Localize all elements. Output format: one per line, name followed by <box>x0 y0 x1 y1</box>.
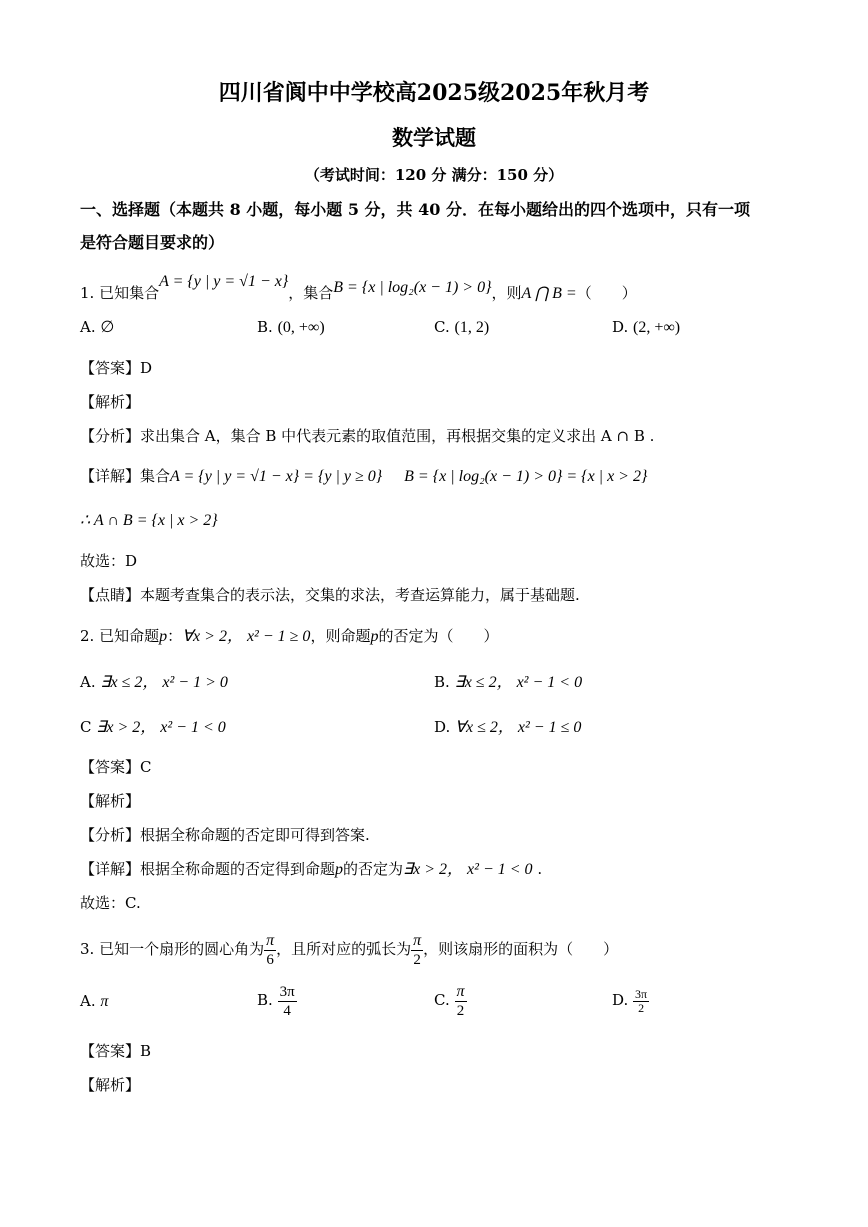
section-heading-line2: 是符合题目要求的） <box>80 233 225 252</box>
q3-option-d: D. $\frac{3\pi}{2}$ <box>612 986 648 1015</box>
q1-stem-a: 1. 已知集合 <box>80 284 160 302</box>
q2-fenxi: 【分析】根据全称命题的否定即可得到答案. <box>80 826 370 844</box>
q1-analysis-tag: 【解析】 <box>80 393 141 411</box>
q1-xiangjie-a: A = {y | y = √1 − x} = {y | y ≥ 0} <box>170 468 383 485</box>
q1-therefore: ∴ A ∩ B = {x | x > 2} <box>80 512 218 529</box>
q1-xiangjie-b: B = {x | log₂(x − 1) > 0} = {x | x > 2} <box>404 468 648 485</box>
q2-option-a: A. ∃x ≤ 2， x² − 1 > 0 <box>80 673 228 691</box>
q2-answer: 【答案】C <box>80 758 152 776</box>
q3-option-a: A. π <box>80 992 109 1010</box>
q2-stem: 2. 已知命题p：∀x > 2， x² − 1 ≥ 0，则命题p的否定为（ ） <box>80 627 499 645</box>
q1-option-d: D. (2, +∞) <box>612 318 681 336</box>
q2-condition: ∀x > 2， x² − 1 ≥ 0 <box>182 628 311 645</box>
q1-option-a: A. ∅ <box>80 318 115 336</box>
q3-option-c: C. $\frac{\pi}{2}$ <box>434 982 465 1019</box>
q3-answer: 【答案】B <box>80 1042 152 1060</box>
q1-stem <box>80 273 637 305</box>
q1-target: A ⋂ B = <box>521 285 577 302</box>
q1-option-c: C. (1, 2) <box>434 318 490 336</box>
exam-title: 四川省阆中中学校高2025级2025年秋月考 <box>218 80 650 106</box>
exam-subject: 数学试题 <box>392 125 476 150</box>
q1-set-b: B = {x | log₂(x − 1) > 0} <box>333 279 492 296</box>
q2-option-b: B. ∃x ≤ 2， x² − 1 < 0 <box>434 673 583 691</box>
exam-info: （考试时间：120 分 满分：150 分） <box>304 166 564 184</box>
q3-arc-fraction: $\frac{\pi}{2}$ <box>413 931 422 968</box>
q1-xiangjie: 【详解】集合A = {y | y = √1 − x} = {y | y ≥ 0} B = {x | log₂(x − 1) > 0} = {x | x > 2} <box>80 467 648 485</box>
q3-stem: 3. 已知一个扇形的圆心角为 $\frac{\pi}{6}$ ，且所对应的弧长为 $\frac{\pi}{2}$ ，则该扇形的面积为（ ） <box>80 931 619 968</box>
q2-xiangjie: 【详解】根据全称命题的否定得到命题p的否定为∃x > 2， x² − 1 < 0 . <box>80 860 543 878</box>
q1-stem-c: ，则 <box>491 284 522 302</box>
q3-angle-fraction: $\frac{\pi}{6}$ <box>266 931 275 968</box>
q2-choice: 故选：C. <box>80 894 141 912</box>
q1-set-a: A = {y | y = √1 − x} <box>159 273 289 290</box>
q2-option-d: D. ∀x ≤ 2， x² − 1 ≤ 0 <box>434 718 582 736</box>
q3-option-b: B. $\frac{3\pi}{4}$ <box>257 983 295 1019</box>
q1-choice: 故选：D <box>80 552 138 570</box>
q1-option-b: B. (0, +∞) <box>257 318 325 336</box>
q1-answer: 【答案】D <box>80 359 153 377</box>
section-heading-line1: 一、选择题（本题共 8 小题，每小题 5 分，共 40 分．在每小题给出的四个选项中，只有一项 <box>80 200 750 219</box>
q2-option-c: C ∃x > 2， x² − 1 < 0 <box>80 718 226 736</box>
q2-analysis-tag: 【解析】 <box>80 792 141 810</box>
q1-stem-b: ，集合 <box>288 284 334 302</box>
q1-fenxi: 【分析】求出集合 A，集合 B 中代表元素的取值范围，再根据交集的定义求出 A ∩ B . <box>80 427 655 445</box>
q1-paren: （ ） <box>576 284 637 302</box>
q3-analysis-tag: 【解析】 <box>80 1076 141 1094</box>
q1-comment: 【点睛】本题考查集合的表示法，交集的求法，考查运算能力，属于基础题. <box>80 586 580 604</box>
